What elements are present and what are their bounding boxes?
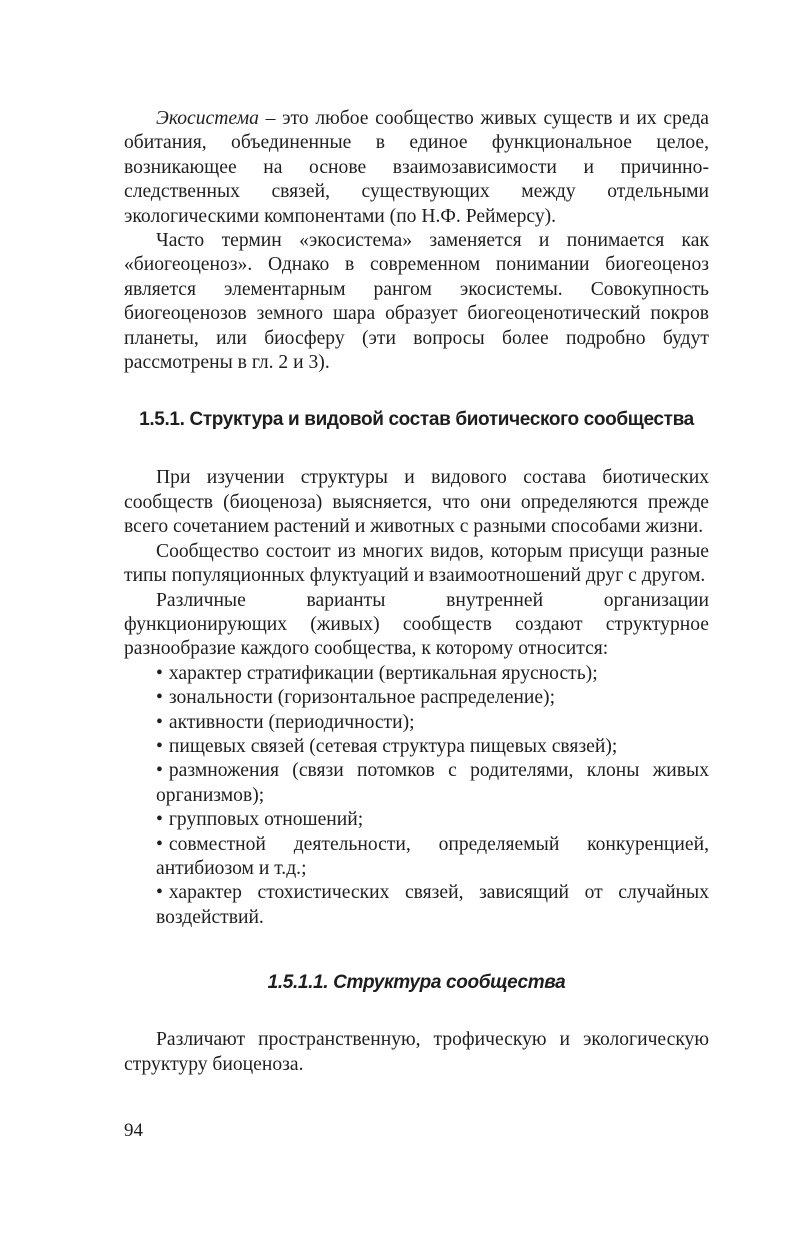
list-item: • активности (периодичности); [156,711,415,733]
bullet-icon: • [156,711,163,733]
paragraph-structure-study: При изучении структуры и видового состава биотических сообществ (биоценоза) выясняется, что они определяются прежде всего сочетанием растений и животных с разными способами жизни. [124,467,709,538]
list-item: • зональности (горизонтальное распределение); [156,687,556,709]
section-heading: 1.5.1. Структура и видовой состав биотического сообщества [139,409,694,431]
list-item: • совместной деятельности, определяемый конкуренцией, антибиозом и т.д.; [156,833,709,879]
paragraph-species-composition: Сообщество состоит из многих видов, которым присущи разные типы популяционных флуктуаций и взаимоотношений друг с другом. [124,540,709,587]
term-ecosystem: Экосистема [156,108,259,129]
bullet-list [124,662,709,930]
bullet-icon: • [156,662,163,684]
list-item: • характер стратификации (вертикальная ярусность); [156,662,598,684]
paragraph-biogeocenosis: Часто термин «экосистема» заменяется и понимается как «биогеоценоз». Однако в современном понимании биогеоценоз является элементарным рангом экосистемы. Совокупность биогеоценозов земного шара образует биогеоценотический покров планеты, или биосферу (эти вопросы более подробно будут рассмотрены в гл. 2 и 3). [124,230,709,374]
bullet-icon: • [156,833,163,855]
subsection-heading: 1.5.1.1. Структура сообщества [267,972,566,994]
page-number: 94 [124,1120,143,1141]
list-item: • размножения (связи потомков с родителями, клоны живых организмов); [156,760,709,806]
bullet-icon: • [156,760,163,782]
page-content [124,107,709,1077]
bullet-icon: • [156,735,163,757]
paragraph-ecosystem-definition [124,107,709,229]
definition-text: – это любое сообщество живых существ и их среда обитания, объединенные в единое функциональное целое, возникающее на основе взаимозависимости и причинно-следственных связей, существующих между отдельными экологическими компонентами (по Н.Ф. Реймерсу). [124,108,709,227]
bullet-icon: • [156,809,163,831]
list-item: • групповых отношений; [156,809,364,831]
paragraph-internal-organization: Различные варианты внутренней организации функционирующих (живых) сообществ создают структурное разнообразие каждого сообщества, к которому относится: [124,589,709,660]
list-item: • пищевых связей (сетевая структура пищевых связей); [156,735,618,757]
list-item: • характер стохистических связей, зависящий от случайных воздействий. [156,882,709,928]
bullet-icon: • [156,882,163,904]
bullet-icon: • [156,687,163,709]
paragraph-structure-types: Различают пространственную, трофическую и экологическую структуру биоценоза. [124,1029,709,1075]
